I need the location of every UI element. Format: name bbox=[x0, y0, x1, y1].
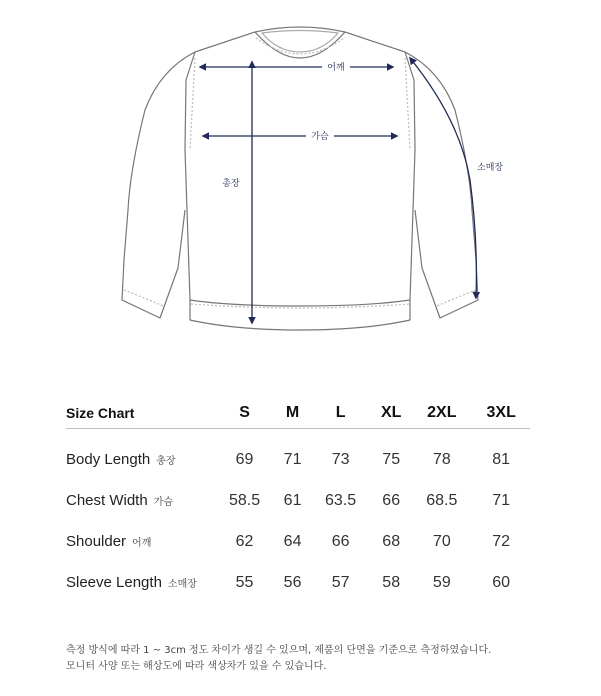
size-chart-title: Size Chart bbox=[66, 398, 214, 429]
table-cell: 66 bbox=[331, 532, 350, 550]
row-label-sleeve-length bbox=[66, 562, 214, 603]
table-cell: 71 bbox=[283, 450, 302, 468]
table-row bbox=[66, 521, 530, 562]
table-cell: 59 bbox=[432, 573, 451, 591]
row-label-kr: 총장 bbox=[156, 456, 176, 467]
row-label-en: Shoulder bbox=[66, 533, 127, 550]
row-label-kr: 어깨 bbox=[132, 538, 152, 549]
sleeve-arrow bbox=[410, 58, 476, 298]
row-label-kr: 가슴 bbox=[153, 497, 174, 508]
table-cell: 66 bbox=[382, 491, 401, 509]
size-header-row bbox=[66, 398, 530, 429]
table-cell: 57 bbox=[331, 573, 350, 591]
shoulder-label: 어깨 bbox=[327, 63, 345, 73]
table-cell: 71 bbox=[492, 491, 511, 509]
table-cell: 78 bbox=[432, 450, 451, 468]
table-cell: 69 bbox=[235, 450, 254, 468]
table-cell: 72 bbox=[492, 532, 511, 550]
table-row bbox=[66, 480, 530, 521]
row-label-kr: 소매장 bbox=[167, 579, 197, 590]
size-col-2xl: 2XL bbox=[411, 398, 472, 429]
size-col-xl: XL bbox=[371, 398, 411, 429]
note-line: 모니터 사양 또는 해상도에 따라 색상차가 있을 수 있습니다. bbox=[66, 661, 327, 672]
table-cell: 62 bbox=[235, 532, 254, 550]
table-cell: 63.5 bbox=[325, 491, 357, 509]
table-cell: 68 bbox=[382, 532, 401, 550]
row-label-body-length bbox=[66, 429, 214, 481]
table-cell: 58.5 bbox=[228, 491, 261, 509]
table-cell: 64 bbox=[283, 532, 302, 550]
table-cell: 81 bbox=[492, 450, 511, 468]
chest-label: 가슴 bbox=[311, 132, 329, 142]
table-cell: 58 bbox=[382, 573, 401, 591]
measurement-notes bbox=[66, 643, 491, 675]
sweatshirt-outline bbox=[122, 27, 478, 330]
size-col-l: L bbox=[310, 398, 371, 429]
table-cell: 70 bbox=[432, 532, 451, 550]
table-cell: 56 bbox=[283, 573, 302, 591]
table-cell: 68.5 bbox=[426, 491, 458, 509]
row-label-en: Chest Width bbox=[66, 492, 148, 509]
table-cell: 60 bbox=[492, 573, 511, 591]
measure-arrows bbox=[200, 58, 476, 323]
row-label-en: Body Length bbox=[66, 451, 151, 468]
sleeve-label: 소매장 bbox=[477, 163, 504, 173]
size-col-3xl: 3XL bbox=[472, 398, 530, 429]
table-cell: 75 bbox=[382, 450, 401, 468]
table-cell: 73 bbox=[331, 450, 350, 468]
row-label-en: Sleeve Length bbox=[66, 574, 162, 591]
table-cell: 61 bbox=[283, 491, 302, 509]
row-label-shoulder bbox=[66, 521, 214, 562]
table-row bbox=[66, 562, 530, 603]
size-col-s: S bbox=[214, 398, 275, 429]
table-cell: 55 bbox=[235, 573, 254, 591]
row-label-chest-width bbox=[66, 480, 214, 521]
note-line: 측정 방식에 따라 1 ~ 3cm 정도 차이가 생길 수 있으며, 제품의 단면을 기준으로 측정하였습니다. bbox=[66, 645, 492, 656]
length-label: 총장 bbox=[222, 179, 240, 189]
size-chart-table bbox=[66, 398, 530, 603]
table-row bbox=[66, 429, 530, 481]
size-col-m: M bbox=[275, 398, 310, 429]
